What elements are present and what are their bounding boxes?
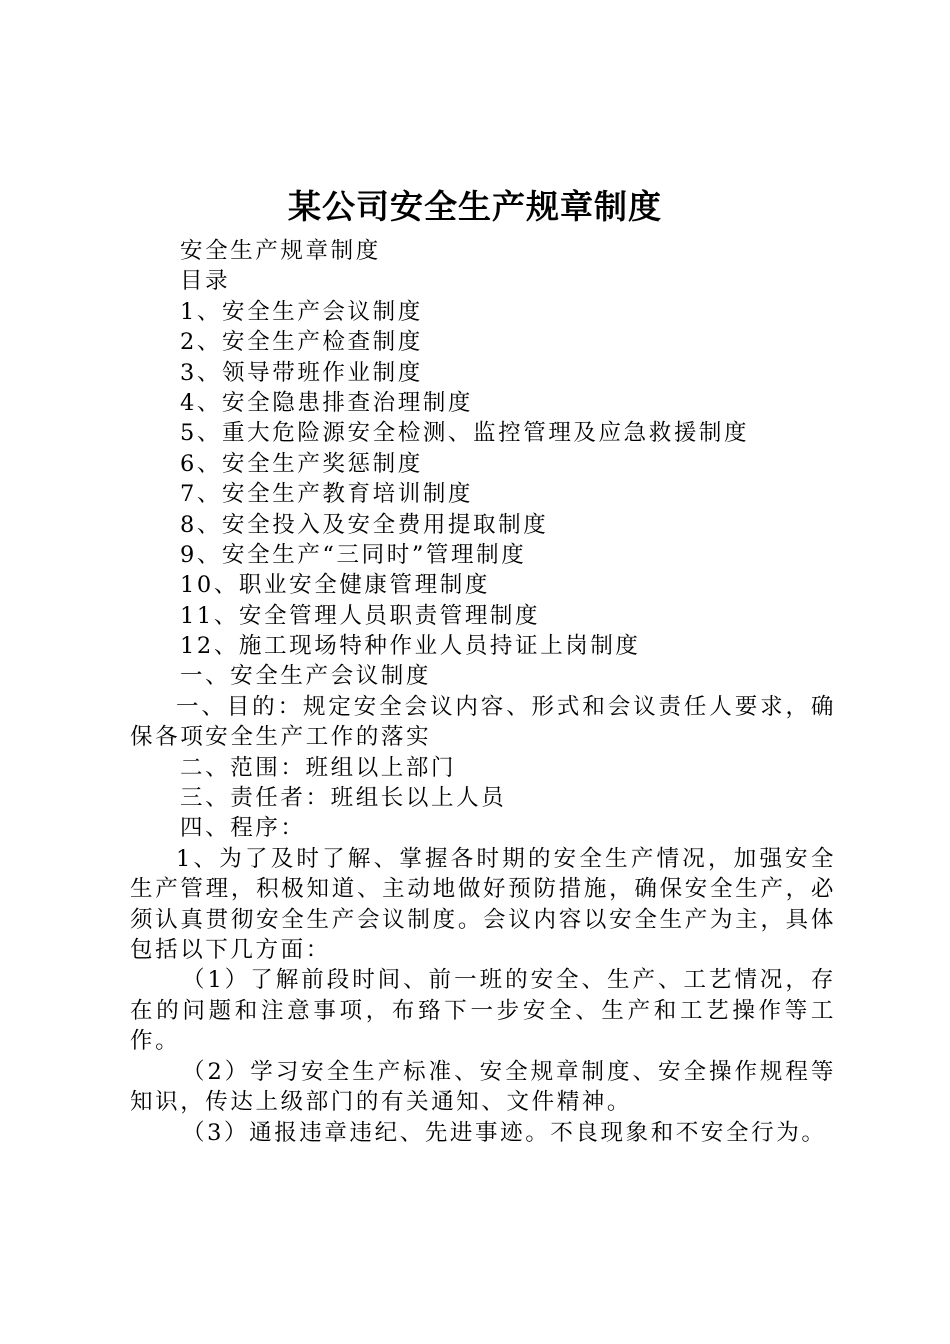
toc-item: 6、安全生产奖惩制度	[180, 450, 423, 477]
procedure-intro-paragraph: 1、为了及时了解、掌握各时期的安全生产情况，加强安全生产管理，积极知道、主动地做好预防措施，确保安全生产，必须认真贯彻安全生产会议制度。会议内容以安全生产为主，具体包括以下几方面：	[130, 845, 836, 964]
toc-heading: 目录	[180, 268, 231, 295]
procedure-item: （3）通报违章违纪、先进事迹。不良现象和不安全行为。	[182, 1119, 827, 1146]
responsible-line: 三、责任者：班组长以上人员	[180, 785, 507, 812]
procedure-item: （1）了解前段时间、前一班的安全、生产、工艺情况，存在的问题和注意事项，布臵下一步安全、生产和工艺操作等工作。	[130, 967, 836, 1055]
procedure-item: （2）学习安全生产标准、安全规章制度、安全操作规程等知识，传达上级部门的有关通知、文件精神。	[130, 1058, 836, 1116]
document-body	[130, 236, 836, 1148]
purpose-paragraph: 一、目的：规定安全会议内容、形式和会议责任人要求，确保各项安全生产工作的落实	[130, 693, 836, 751]
toc-item: 1、安全生产会议制度	[180, 298, 423, 325]
procedure-heading: 四、程序：	[180, 815, 306, 842]
toc-item: 9、安全生产“三同时”管理制度	[180, 541, 527, 568]
toc-item: 11、安全管理人员职责管理制度	[180, 602, 541, 629]
section-heading: 一、安全生产会议制度	[180, 663, 432, 690]
scope-line: 二、范围：班组以上部门	[180, 754, 457, 781]
document-title: 某公司安全生产规章制度	[288, 187, 662, 226]
toc-item: 7、安全生产教育培训制度	[180, 481, 474, 508]
toc-item: 12、施工现场特种作业人员持证上岗制度	[180, 633, 641, 660]
toc-item: 5、重大危险源安全检测、监控管理及应急救援制度	[180, 420, 750, 447]
toc-item: 3、领导带班作业制度	[180, 359, 423, 386]
subtitle: 安全生产规章制度	[180, 238, 381, 264]
toc-item: 10、职业安全健康管理制度	[180, 572, 490, 599]
toc-item: 2、安全生产检查制度	[180, 329, 423, 356]
toc-item: 4、安全隐患排查治理制度	[180, 389, 474, 416]
toc-item: 8、安全投入及安全费用提取制度	[180, 511, 549, 538]
